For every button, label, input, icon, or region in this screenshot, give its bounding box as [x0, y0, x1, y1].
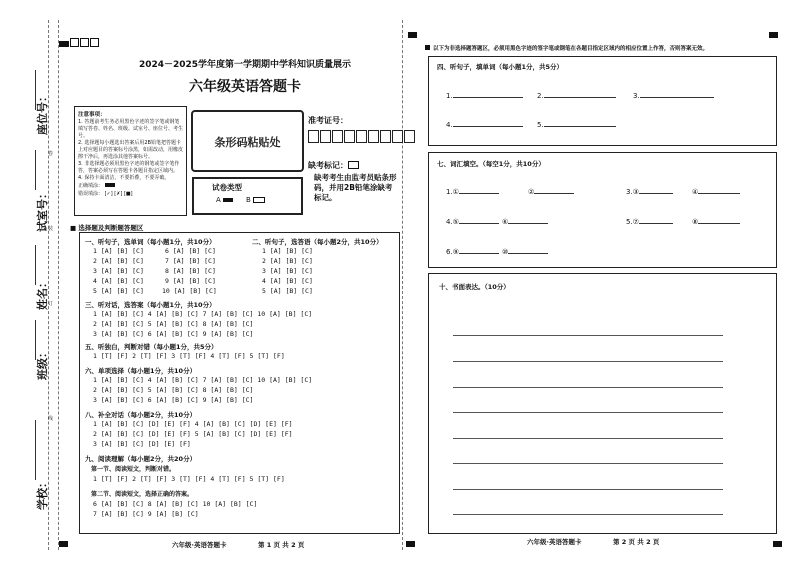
exam-title: 2024－2025学年度第一学期期中学科知识质量展示: [138, 60, 352, 70]
paper-type-b-label: B: [246, 196, 251, 204]
binding-line-inner: [58, 20, 59, 550]
seat-label: 座位号：: [36, 91, 49, 135]
s1-row-1[interactable]: 1 [A] [B] [C]: [93, 247, 144, 255]
absent-label: 缺考标记：: [308, 161, 348, 170]
name-label: 姓名：: [36, 277, 49, 310]
s1-row-4[interactable]: 4 [A] [B] [C]: [93, 277, 144, 285]
writing-line-8[interactable]: [453, 514, 723, 515]
s1-row-10[interactable]: 10 [A] [B] [C]: [162, 287, 217, 295]
s4-num-1: 1.: [446, 92, 453, 100]
notes-title: 注意事项：: [78, 112, 106, 118]
s1-row-9[interactable]: 9 [A] [B] [C]: [165, 277, 216, 285]
binding-mark-4: 线: [48, 416, 54, 422]
choice-area-title: ■ 选择题及判断题答题区: [70, 224, 144, 232]
s4-num-4: 4.: [446, 121, 453, 129]
s8-row-2[interactable]: 2 [A] [B] [C] [D] [E] [F] 5 [A] [B] [C] [D] [E] [F]: [93, 430, 293, 438]
section-10-title: 十、书面表达。（10分）: [439, 283, 510, 291]
s7-num-3: 3.③: [626, 188, 639, 196]
s4-blank-3[interactable]: [633, 92, 714, 100]
exam-number-label: 准考证号：: [308, 116, 348, 125]
s7-blank-8[interactable]: [692, 218, 740, 226]
s1-row-8[interactable]: 8 [A] [B] [C]: [165, 267, 216, 275]
s6-row-1[interactable]: 1 [A] [B] [C] 4 [A] [B] [C] 7 [A] [B] [C] 10 [A] [B] [C]: [93, 376, 313, 384]
s9-part1-title: 第一节、阅读短文，判断对错。: [91, 466, 176, 473]
school-label: 学校：: [36, 477, 49, 510]
s4-blank-2[interactable]: [537, 92, 616, 100]
school-line: [35, 420, 37, 480]
s9-part2-title: 第二节、阅读短文，选择正确的答案。: [91, 491, 194, 498]
wrong-fill-label: 错误填涂：: [78, 191, 104, 197]
bottom-right-marker: [773, 541, 782, 547]
notes-line-2: 2. 选择题每小题选出答案后用2B铅笔把答题卡上对应题目的答案标号涂黑，如需改动，用橡皮擦干净后，再选涂其他答案标号。: [78, 140, 184, 160]
s7-blank-6[interactable]: [502, 218, 548, 226]
s4-blank-1[interactable]: [446, 92, 523, 100]
s7-num-5: 4.⑤: [446, 218, 459, 226]
name-line: [35, 245, 37, 285]
right-notice-marker: [425, 45, 430, 50]
section-3-title: 三、听对话，选答案（每小题1分，共10分）: [85, 301, 216, 309]
binding-mark-1: 卷: [48, 151, 54, 157]
barcode-label: 条形码粘贴处: [214, 136, 281, 149]
s2-row-1[interactable]: 1 [A] [B] [C]: [262, 247, 313, 255]
writing-line-2[interactable]: [453, 361, 723, 362]
s7-blank-7[interactable]: [626, 218, 673, 226]
s7-num-10: ⑩: [502, 248, 509, 256]
s7-num-4: ④: [692, 188, 699, 196]
mid-top-marker: [408, 32, 417, 38]
paper-type-a-label: A: [216, 196, 221, 204]
s1-row-5[interactable]: 5 [A] [B] [C]: [93, 287, 144, 295]
s1-row-2[interactable]: 2 [A] [B] [C]: [93, 257, 144, 265]
right-notice: 以下为非选择题答题区，必须用黑色字迹的签字笔或钢笔在各题目指定区域内的相应位置上作答，否则答案无效。: [433, 46, 709, 52]
wrong-fill-row: [78, 191, 183, 198]
writing-line-6[interactable]: [453, 463, 723, 464]
s7-num-9: 6.⑨: [446, 248, 459, 256]
s7-blank-4[interactable]: [692, 188, 740, 196]
s7-blank-9[interactable]: [446, 248, 499, 256]
footer-left-page: 第 1 页 共 2 页: [258, 541, 305, 549]
footer-right-page: 第 2 页 共 2 页: [613, 538, 660, 546]
s3-row-1[interactable]: 1 [A] [B] [C] 4 [A] [B] [C] 7 [A] [B] [C] 10 [A] [B] [C]: [93, 310, 313, 318]
section-4-box: [428, 56, 777, 146]
section-1-title: 一、听句子，选单词（每小题1分，共10分）: [85, 238, 216, 246]
seat-line: [35, 70, 37, 110]
s4-num-5: 5.: [537, 121, 544, 129]
exam-number-cells[interactable]: [308, 128, 416, 147]
s7-num-6: ⑥: [502, 218, 509, 226]
correct-fill-row: [78, 183, 183, 190]
top-left-marker: [59, 32, 99, 51]
section-8-title: 八、补全对话（每小题2分，共10分）: [85, 411, 197, 419]
binding-mark-3: 订: [48, 301, 54, 307]
section-9-title: 九、阅读理解（每小题2分，共20分）: [85, 455, 197, 463]
writing-line-5[interactable]: [453, 438, 723, 439]
s4-num-3: 3.: [633, 92, 640, 100]
absent-note: 缺考考生由监考员贴条形码，并用2B铅笔涂缺考标记。: [314, 173, 397, 202]
s2-row-4[interactable]: 4 [A] [B] [C]: [262, 277, 313, 285]
s4-blank-5[interactable]: [537, 121, 616, 129]
wrong-fill-examples: [✓] [✗] [■]: [104, 191, 133, 197]
s8-row-1[interactable]: 1 [A] [B] [C] [D] [E] [F] 4 [A] [B] [C] [D] [E] [F]: [93, 420, 293, 428]
binding-mark-2: 装: [48, 226, 54, 232]
paper-type-label: 试卷类型: [212, 183, 242, 192]
s7-blank-3[interactable]: [626, 188, 673, 196]
notes-line-3: 3. 非选择题必须用黑色字迹的钢笔或签字笔作答，答案必须写在答题卡各题目指定区域内。: [78, 161, 180, 174]
footer-right-name: 六年级·英语答题卡: [527, 538, 582, 546]
bottom-mid-marker: [406, 541, 415, 547]
correct-fill-label: 正确填涂：: [78, 183, 104, 189]
writing-line-3[interactable]: [453, 387, 723, 388]
s7-num-8: ⑧: [692, 218, 699, 226]
paper-type-a-option[interactable]: [216, 196, 233, 204]
s4-num-2: 2.: [537, 92, 544, 100]
s8-row-3[interactable]: 3 [A] [B] [C] [D] [E] [F]: [93, 440, 191, 448]
exam-room-label: 试室号：: [36, 188, 49, 232]
s7-num-7: 5.⑦: [626, 218, 639, 226]
s1-row-7[interactable]: 7 [A] [B] [C]: [165, 257, 216, 265]
bottom-left-marker: [59, 541, 68, 547]
writing-line-7[interactable]: [453, 489, 723, 490]
section-6-title: 六、单项选择（每小题1分，共10分）: [85, 367, 197, 375]
paper-type-a-filled: [223, 198, 233, 202]
s7-num-1: 1.①: [446, 188, 459, 196]
s7-blank-2[interactable]: [528, 188, 574, 196]
s9-part2-row-2[interactable]: 7 [A] [B] [C] 9 [A] [B] [C]: [93, 510, 199, 518]
class-line: [35, 320, 37, 360]
s6-row-2[interactable]: 2 [A] [B] [C] 5 [A] [B] [C] 8 [A] [B] [C]: [93, 386, 254, 394]
s9-part1-row[interactable]: 1 [T] [F] 2 [T] [F] 3 [T] [F] 4 [T] [F] 5 [T] [F]: [93, 475, 285, 483]
writing-line-1[interactable]: [453, 335, 723, 336]
s4-blank-4[interactable]: [446, 121, 523, 129]
s3-row-3[interactable]: 3 [A] [B] [C] 6 [A] [B] [C] 9 [A] [B] [C]: [93, 330, 254, 338]
section-10-box: [428, 273, 777, 534]
class-label: 班级：: [36, 347, 49, 380]
notes-line-4: 4. 保持卡面清洁，不要折叠，不要弄破。: [78, 175, 170, 181]
s7-blank-1[interactable]: [446, 188, 499, 196]
top-right-marker: [769, 32, 778, 38]
absent-checkbox[interactable]: [348, 161, 359, 169]
s9-part2-row-1[interactable]: 6 [A] [B] [C] 8 [A] [B] [C] 10 [A] [B] [C]: [93, 500, 258, 508]
s2-row-5[interactable]: 5 [A] [B] [C]: [262, 287, 313, 295]
exam-room-line: [35, 150, 37, 190]
s3-row-2[interactable]: 2 [A] [B] [C] 5 [A] [B] [C] 8 [A] [B] [C]: [93, 320, 254, 328]
s2-row-2[interactable]: 2 [A] [B] [C]: [262, 257, 313, 265]
s7-blank-10[interactable]: [502, 248, 548, 256]
s1-row-6[interactable]: 6 [A] [B] [C]: [165, 247, 216, 255]
footer-left-name: 六年级·英语答题卡: [172, 541, 227, 549]
s2-row-3[interactable]: 3 [A] [B] [C]: [262, 267, 313, 275]
page-divider: [402, 20, 403, 550]
s6-row-3[interactable]: 3 [A] [B] [C] 6 [A] [B] [C] 9 [A] [B] [C]: [93, 396, 254, 404]
s1-row-3[interactable]: 3 [A] [B] [C]: [93, 267, 144, 275]
section-5-title: 五、听独白，判断对错（每小题1分，共5分）: [85, 343, 218, 351]
section-7-title: 七、词汇填空。（每空1分，共10分）: [437, 160, 545, 168]
paper-type-b-empty: [253, 197, 265, 203]
correct-fill-swatch: [105, 183, 115, 187]
notes-box: [74, 106, 187, 216]
paper-type-b-option[interactable]: [246, 196, 265, 204]
section-2-title: 二、听句子，选答语（每小题2分，共10分）: [252, 238, 383, 246]
section-4-title: 四、听句子，填单词（每小题1分，共5分）: [437, 63, 564, 71]
paper-type-box: [192, 177, 303, 215]
writing-line-4[interactable]: [453, 412, 723, 413]
s5-row[interactable]: 1 [T] [F] 2 [T] [F] 3 [T] [F] 4 [T] [F] 5 [T] [F]: [93, 352, 285, 360]
barcode-box: [191, 110, 304, 172]
s7-num-2: ②: [528, 188, 535, 196]
card-title: 六年级英语答题卡: [189, 79, 301, 95]
s7-blank-5[interactable]: [446, 218, 499, 226]
notes-line-1: 1. 答题前考生务必用黑色字迹的签字笔或钢笔填写答卷、姓名、班级、试室号、座位号、考生号。: [78, 119, 184, 139]
